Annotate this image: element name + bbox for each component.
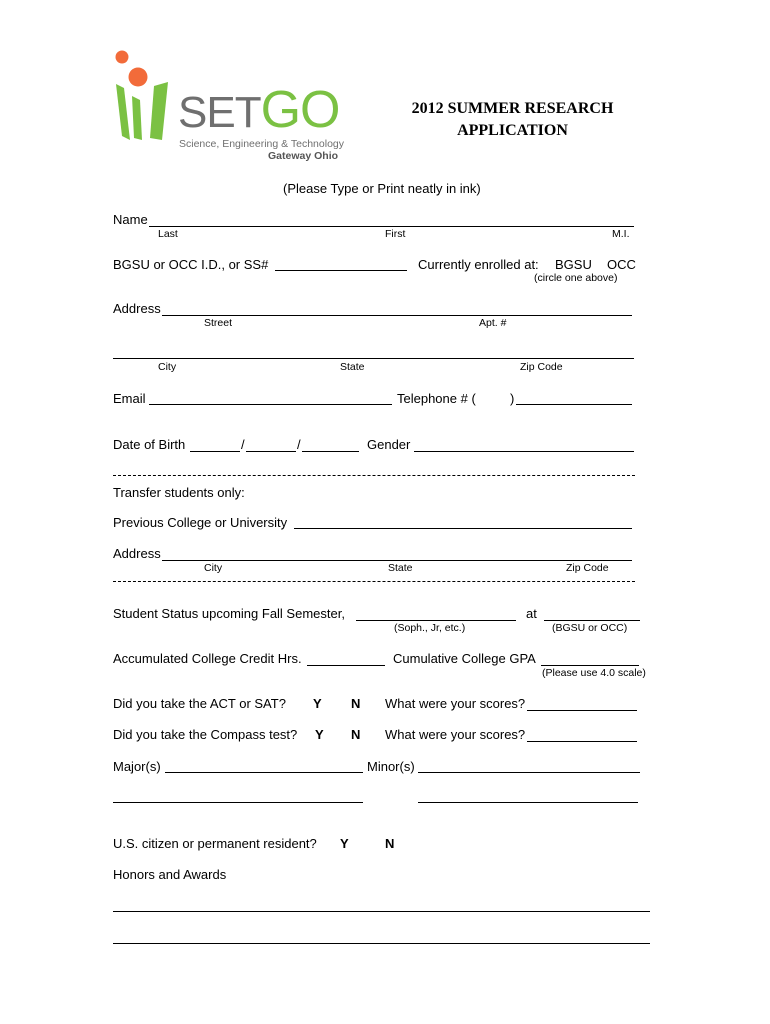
gpa-label: Cumulative College GPA — [393, 651, 536, 666]
instruction: (Please Type or Print neatly in ink) — [283, 181, 481, 196]
minor-line-2[interactable] — [418, 802, 638, 803]
citizen-no[interactable]: N — [385, 836, 395, 851]
citizen-yes[interactable]: Y — [340, 836, 349, 851]
address-zip-caption: Zip Code — [520, 361, 563, 373]
name-field-line[interactable] — [149, 226, 634, 227]
dob-month-line[interactable] — [190, 451, 240, 452]
telephone-label: Telephone # ( — [397, 391, 476, 406]
compass-scores-line[interactable] — [527, 741, 637, 742]
compass-yes[interactable]: Y — [315, 727, 324, 742]
compass-no[interactable]: N — [351, 727, 361, 742]
address-state-caption: State — [340, 361, 365, 373]
dob-label: Date of Birth — [113, 437, 186, 452]
credit-hours-line[interactable] — [307, 665, 385, 666]
dob-year-line[interactable] — [302, 451, 359, 452]
honors-line-2[interactable] — [113, 943, 650, 944]
name-last-caption: Last — [158, 228, 178, 240]
honors-label: Honors and Awards — [113, 867, 227, 882]
circle-one-note: (circle one above) — [534, 272, 618, 284]
email-label: Email — [113, 391, 146, 406]
student-school-line[interactable] — [544, 620, 640, 621]
gender-field-line[interactable] — [414, 451, 634, 452]
form-title-line2: APPLICATION — [457, 122, 568, 139]
address-street-caption: Street — [204, 317, 233, 329]
id-field-line[interactable] — [275, 270, 407, 271]
name-label: Name — [113, 212, 148, 227]
brand-region: Gateway Ohio — [268, 150, 339, 162]
citizen-question: U.S. citizen or permanent resident? — [113, 836, 317, 851]
dob-sep-2: / — [297, 437, 301, 452]
student-status-at: at — [526, 606, 537, 621]
section-divider-bottom — [113, 581, 635, 582]
transfer-city-caption: City — [204, 562, 223, 574]
credit-hours-label: Accumulated College Credit Hrs. — [113, 651, 302, 666]
student-status-caption: (Soph., Jr, etc.) — [394, 622, 466, 634]
student-status-label: Student Status upcoming Fall Semester, — [113, 606, 345, 621]
transfer-heading: Transfer students only: — [113, 485, 245, 500]
transfer-zip-caption: Zip Code — [566, 562, 609, 574]
brand-wordmark — [178, 80, 340, 139]
enrolled-option-bgsu[interactable]: BGSU — [555, 257, 592, 272]
gpa-line[interactable] — [541, 665, 639, 666]
address-street-line[interactable] — [162, 315, 632, 316]
enrolled-label: Currently enrolled at: — [418, 257, 539, 272]
form-title-line1: 2012 SUMMER RESEARCH — [411, 100, 614, 117]
telephone-paren-close: ) — [510, 391, 515, 406]
id-label: BGSU or OCC I.D., or SS# — [113, 257, 269, 272]
prev-college-line[interactable] — [294, 528, 632, 529]
brand-prefix: SET — [178, 88, 261, 137]
act-sat-scores-line[interactable] — [527, 710, 637, 711]
act-sat-scores-label: What were your scores? — [385, 696, 526, 711]
gpa-scale-note: (Please use 4.0 scale) — [542, 667, 646, 679]
minor-label: Minor(s) — [367, 759, 415, 774]
minor-line-1[interactable] — [418, 772, 640, 773]
telephone-field-line[interactable] — [516, 404, 632, 405]
student-status-line[interactable] — [356, 620, 516, 621]
honors-line-1[interactable] — [113, 911, 650, 912]
email-field-line[interactable] — [149, 404, 392, 405]
transfer-state-caption: State — [388, 562, 413, 574]
address-city-caption: City — [158, 361, 177, 373]
name-mi-caption: M.I. — [612, 228, 630, 240]
student-school-caption: (BGSU or OCC) — [552, 622, 628, 634]
enrolled-option-occ[interactable]: OCC — [607, 257, 636, 272]
address-city-line[interactable] — [113, 358, 634, 359]
act-sat-question: Did you take the ACT or SAT? — [113, 696, 286, 711]
act-sat-no[interactable]: N — [351, 696, 361, 711]
dob-day-line[interactable] — [246, 451, 296, 452]
address-label: Address — [113, 301, 161, 316]
address-apt-caption: Apt. # — [479, 317, 507, 329]
name-first-caption: First — [385, 228, 406, 240]
major-label: Major(s) — [113, 759, 161, 774]
gender-label: Gender — [367, 437, 411, 452]
compass-scores-label: What were your scores? — [385, 727, 526, 742]
transfer-address-line[interactable] — [162, 560, 632, 561]
prev-college-label: Previous College or University — [113, 515, 288, 530]
section-divider-top — [113, 475, 635, 476]
act-sat-yes[interactable]: Y — [313, 696, 322, 711]
transfer-address-label: Address — [113, 546, 161, 561]
form-title — [380, 98, 645, 142]
compass-question: Did you take the Compass test? — [113, 727, 298, 742]
brand-tagline: Science, Engineering & Technology — [179, 138, 345, 150]
major-line-1[interactable] — [165, 772, 363, 773]
dob-sep-1: / — [241, 437, 245, 452]
brand-suffix: GO — [260, 81, 340, 139]
major-line-2[interactable] — [113, 802, 363, 803]
